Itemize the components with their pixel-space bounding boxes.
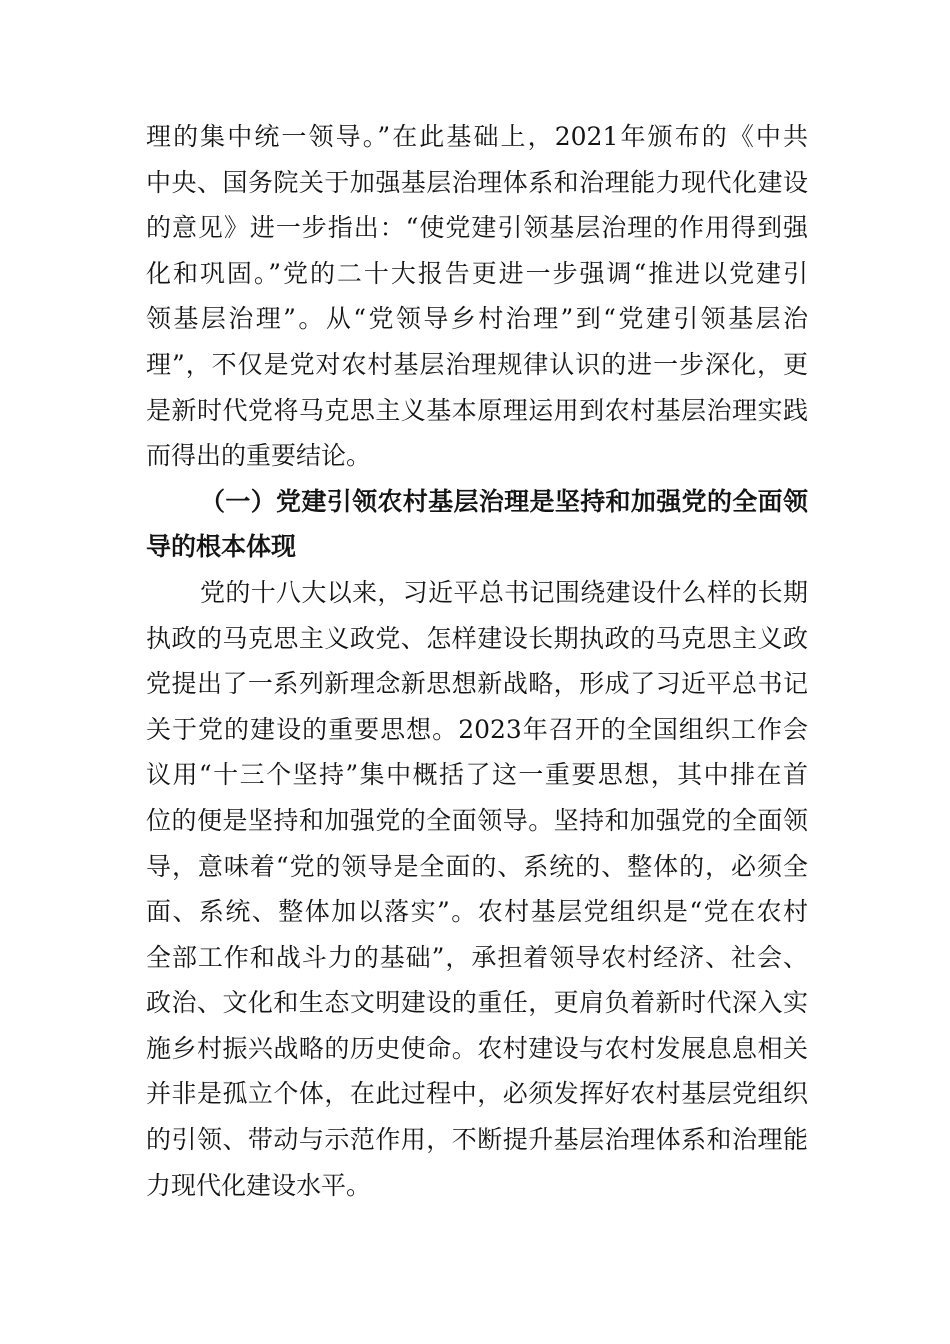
text-line: 力现代化建设水平。 bbox=[146, 1170, 372, 1200]
text-line: 并非是孤立个体，在此过程中，必须发挥好农村基层党组织 bbox=[146, 1079, 808, 1109]
text-line: 化和巩固。”党的二十大报告更进一步强调“推进以党建引 bbox=[146, 258, 808, 288]
text-line: 的引领、带动与示范作用，不断提升基层治理体系和治理能 bbox=[146, 1125, 808, 1155]
text-line: 关于党的建设的重要思想。2023年召开的全国组织工作会 bbox=[146, 714, 808, 744]
text-line: 理的集中统一领导。”在此基础上，2021年颁布的《中共 bbox=[146, 122, 808, 151]
text-line: 执政的马克思主义政党、怎样建设长期执政的马克思主义政 bbox=[146, 623, 808, 653]
paragraph-intro bbox=[146, 114, 808, 479]
heading-line: 导的根本体现 bbox=[146, 532, 297, 562]
text-line: 是新时代党将马克思主义基本原理运用到农村基层治理实践 bbox=[146, 395, 808, 425]
text-line: 位的便是坚持和加强党的全面领导。坚持和加强党的全面领 bbox=[146, 805, 808, 835]
text-line: 领基层治理”。从“党领导乡村治理”到“党建引领基层治 bbox=[146, 304, 808, 334]
text-line: 的意见》进一步指出：“使党建引领基层治理的作用得到强 bbox=[146, 213, 808, 243]
text-line: 而得出的重要结论。 bbox=[146, 441, 372, 471]
text-line: 政治、文化和生态文明建设的重任，更肩负着新时代深入实 bbox=[146, 988, 808, 1018]
text-line: 议用“十三个坚持”集中概括了这一重要思想，其中排在首 bbox=[146, 760, 808, 790]
text-line: 中央、国务院关于加强基层治理体系和治理能力现代化建设 bbox=[146, 167, 808, 197]
document-body bbox=[146, 114, 808, 1208]
text-line: 面、系统、整体加以落实”。农村基层党组织是“党在农村 bbox=[146, 897, 808, 927]
text-line: 导，意味着“党的领导是全面的、系统的、整体的，必须全 bbox=[146, 851, 808, 881]
text-line: 施乡村振兴战略的历史使命。农村建设与农村发展息息相关 bbox=[146, 1033, 808, 1063]
text-line: 全部工作和战斗力的基础”，承担着领导农村经济、社会、 bbox=[146, 942, 808, 972]
text-line: 理”，不仅是党对农村基层治理规律认识的进一步深化，更 bbox=[146, 349, 808, 379]
section-heading bbox=[146, 479, 808, 570]
text-line: 党提出了一系列新理念新思想新战略，形成了习近平总书记 bbox=[146, 669, 808, 699]
text-line: 党的十八大以来，习近平总书记围绕建设什么样的长期 bbox=[200, 577, 808, 607]
paragraph-body bbox=[146, 570, 808, 1208]
heading-line: （一）党建引领农村基层治理是坚持和加强党的全面领 bbox=[200, 486, 808, 516]
